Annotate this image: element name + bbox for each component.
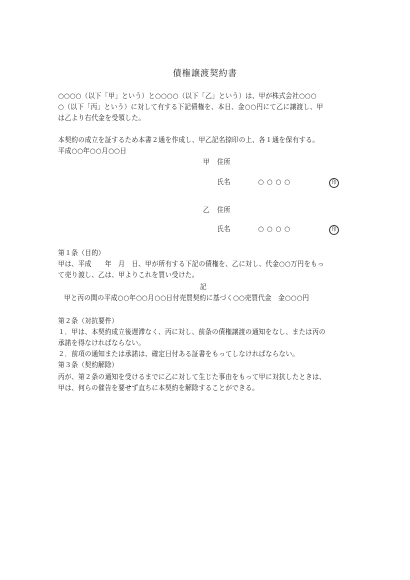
party-a-name: ○○○○ xyxy=(258,178,294,186)
contract-date: 平成○○年○○月○○日 xyxy=(58,147,127,155)
party-b-name: ○○○○ xyxy=(258,225,294,233)
article-1-line-1: 甲は、平成 年 月 日、甲が所有する下記の債権を、乙に対し、代金○○万円をもっ xyxy=(58,260,325,268)
ki-label: 記 xyxy=(200,283,207,291)
article-1-line-2: て売り渡し、乙は、甲よりこれを買い受けた。 xyxy=(58,271,199,279)
party-b-name-label: 氏名 xyxy=(217,225,231,233)
party-b-seal: 印 xyxy=(329,225,339,235)
article-1-heading: 第１条（目的） xyxy=(58,249,105,257)
article-3-line-1: 丙が、第２条の通知を受けるまでに乙に対して生じた事由をもって甲に対抗したときは、 xyxy=(58,373,326,381)
party-a-address-label: 住所 xyxy=(217,158,231,166)
article-2-item-2: ２．前項の通知または承諾は、確定日付ある証書をもってしなければならない。 xyxy=(58,350,299,358)
article-3-heading: 第３条（契約解除） xyxy=(58,361,119,369)
party-a-label: 甲 xyxy=(203,158,210,166)
article-2-item-1-line-2: 承諾を得なければならない。 xyxy=(58,339,146,347)
preamble-line-1: ○○○○（以下「甲」という）と○○○○（以下「乙」という）は、甲が株式会社○○○ xyxy=(58,92,317,100)
party-b-label: 乙 xyxy=(203,206,210,214)
proof-statement: 本契約の成立を証するため本書２通を作成し、甲乙記名捺印の上、各１通を保有する。 xyxy=(58,136,320,144)
party-a-seal: 印 xyxy=(329,178,339,188)
preamble-line-2: ○（以下「丙」という）に対して有する下記債権を、本日、金○○円にて乙に譲渡し、甲 xyxy=(58,103,324,111)
claim-detail: 甲と丙の間の平成○○年○○月○○日付売買契約に基づく○○売買代金 金○○○円 xyxy=(64,294,310,302)
article-3-line-2: 甲は、何らの催告を要せず直ちに本契約を解除することができる。 xyxy=(58,384,259,392)
preamble-line-3: は乙より右代金を受領した。 xyxy=(58,114,146,122)
article-2-item-1-line-1: １．甲は、本契約成立後遅滞なく、丙に対し、前条の債権譲渡の通知をなし、または丙の xyxy=(58,328,326,336)
article-2-heading: 第２条（対抗要件） xyxy=(58,317,119,325)
party-a-name-label: 氏名 xyxy=(217,178,231,186)
document-title: 債権譲渡契約書 xyxy=(172,69,238,79)
party-b-address-label: 住所 xyxy=(217,206,231,214)
